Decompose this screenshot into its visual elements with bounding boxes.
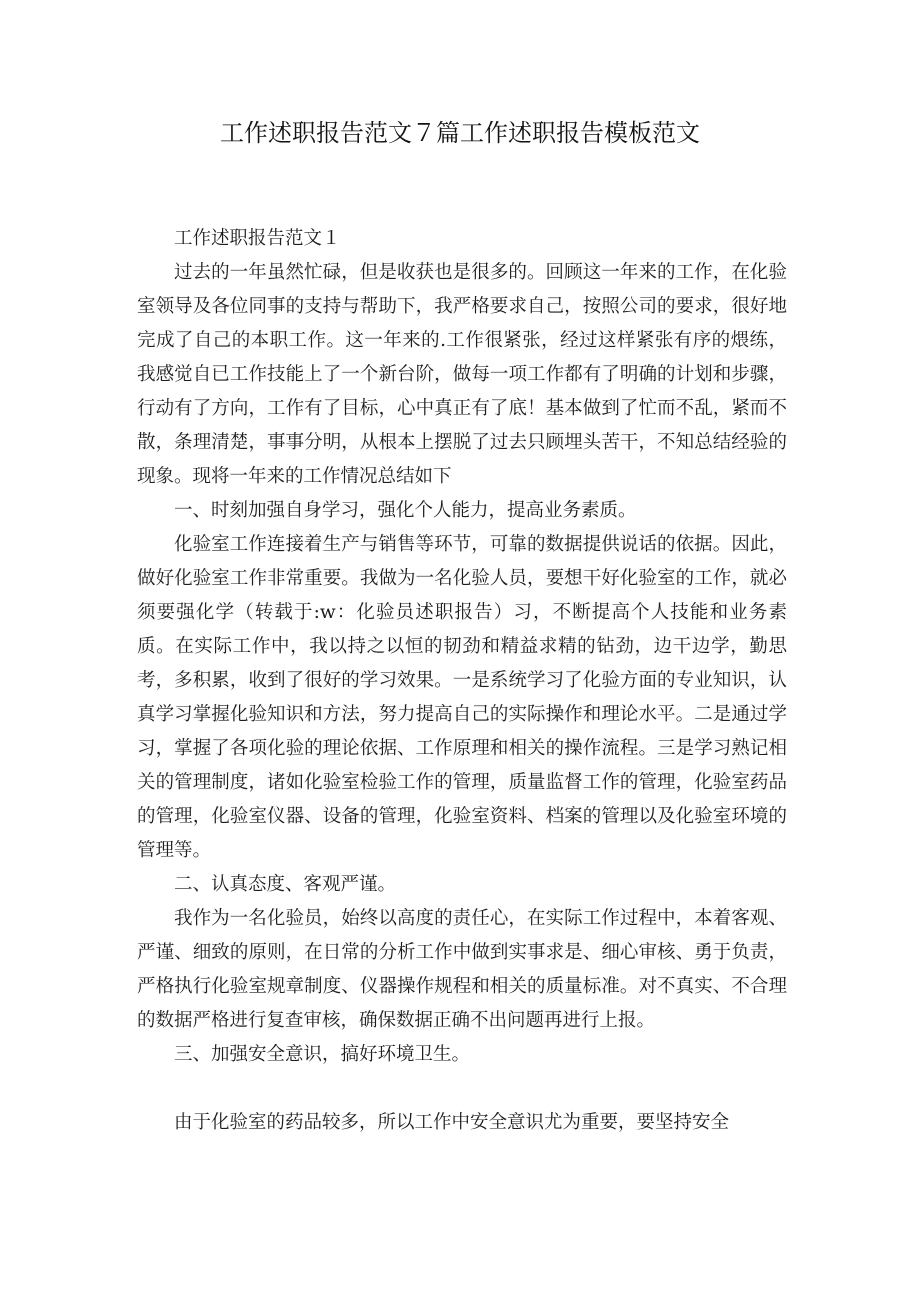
section-title: 工作述职报告范文１: [174, 228, 341, 249]
heading-two: 二、认真态度、客观严谨。: [174, 874, 397, 895]
heading-one: 一、时刻加强自身学习，强化个人能力，提高业务素质。: [174, 500, 637, 521]
paragraph-learning: 化验室工作连接着生产与销售等环节，可靠的数据提供说话的依据。因此，做好化验室工作非常重要。我做为一名化验人员，要想干好化验室的工作，就必须要强化学（转载于:w：化验员述职报告）习，不断提高个人技能和业务素质。在实际工作中，我以持之以恒的韧劲和精益求精的钻劲，边干边学，勤思考，多积累，收到了很好的学习效果。一是系统学习了化验方面的专业知识，认真学习掌握化验知识和方法，努力提高自己的实际操作和理论水平。二是通过学习，掌握了各项化验的理论依据、工作原理和相关的操作流程。三是学习熟记相关的管理制度，诸如化验室检验工作的管理，质量监督工作的管理，化验室药品的管理，化验室仪器、设备的管理，化验室资料、档案的管理以及化验室环境的管理等。: [137, 534, 787, 861]
document-body: [137, 222, 787, 1140]
heading-three: 三、加强安全意识，搞好环境卫生。: [174, 1044, 471, 1065]
paragraph-intro: 过去的一年虽然忙碌，但是收获也是很多的。回顾这一年来的工作，在化验室领导及各位同事的支持与帮助下，我严格要求自己，按照公司的要求，很好地完成了自己的本职工作。这一年来的.工作很紧张，经过这样紧张有序的煨练，我感觉自已工作技能上了一个新台阶，做每一项工作都有了明确的计划和步骤，行动有了方向，工作有了目标，心中真正有了底！基本做到了忙而不乱，紧而不散，条理清楚，事事分明，从根本上摆脱了过去只顾埋头苦干，不知总结经验的现象。现将一年来的工作情况总结如下: [137, 262, 787, 487]
paragraph-safety: 由于化验室的药品较多，所以工作中安全意识尤为重要，要坚持安全: [174, 1112, 730, 1133]
paragraph-attitude: 我作为一名化验员，始终以高度的责任心，在实际工作过程中，本着客观、严谨、细致的原则，在日常的分析工作中做到实事求是、细心审核、勇于负责，严格执行化验室规章制度、仪器操作规程和相关的质量标准。对不真实、不合理的数据严格进行复查审核，确保数据正确不出问题再进行上报。: [137, 908, 787, 1031]
document-title: 工作述职报告范文７篇工作述职报告模板范文: [220, 119, 700, 147]
